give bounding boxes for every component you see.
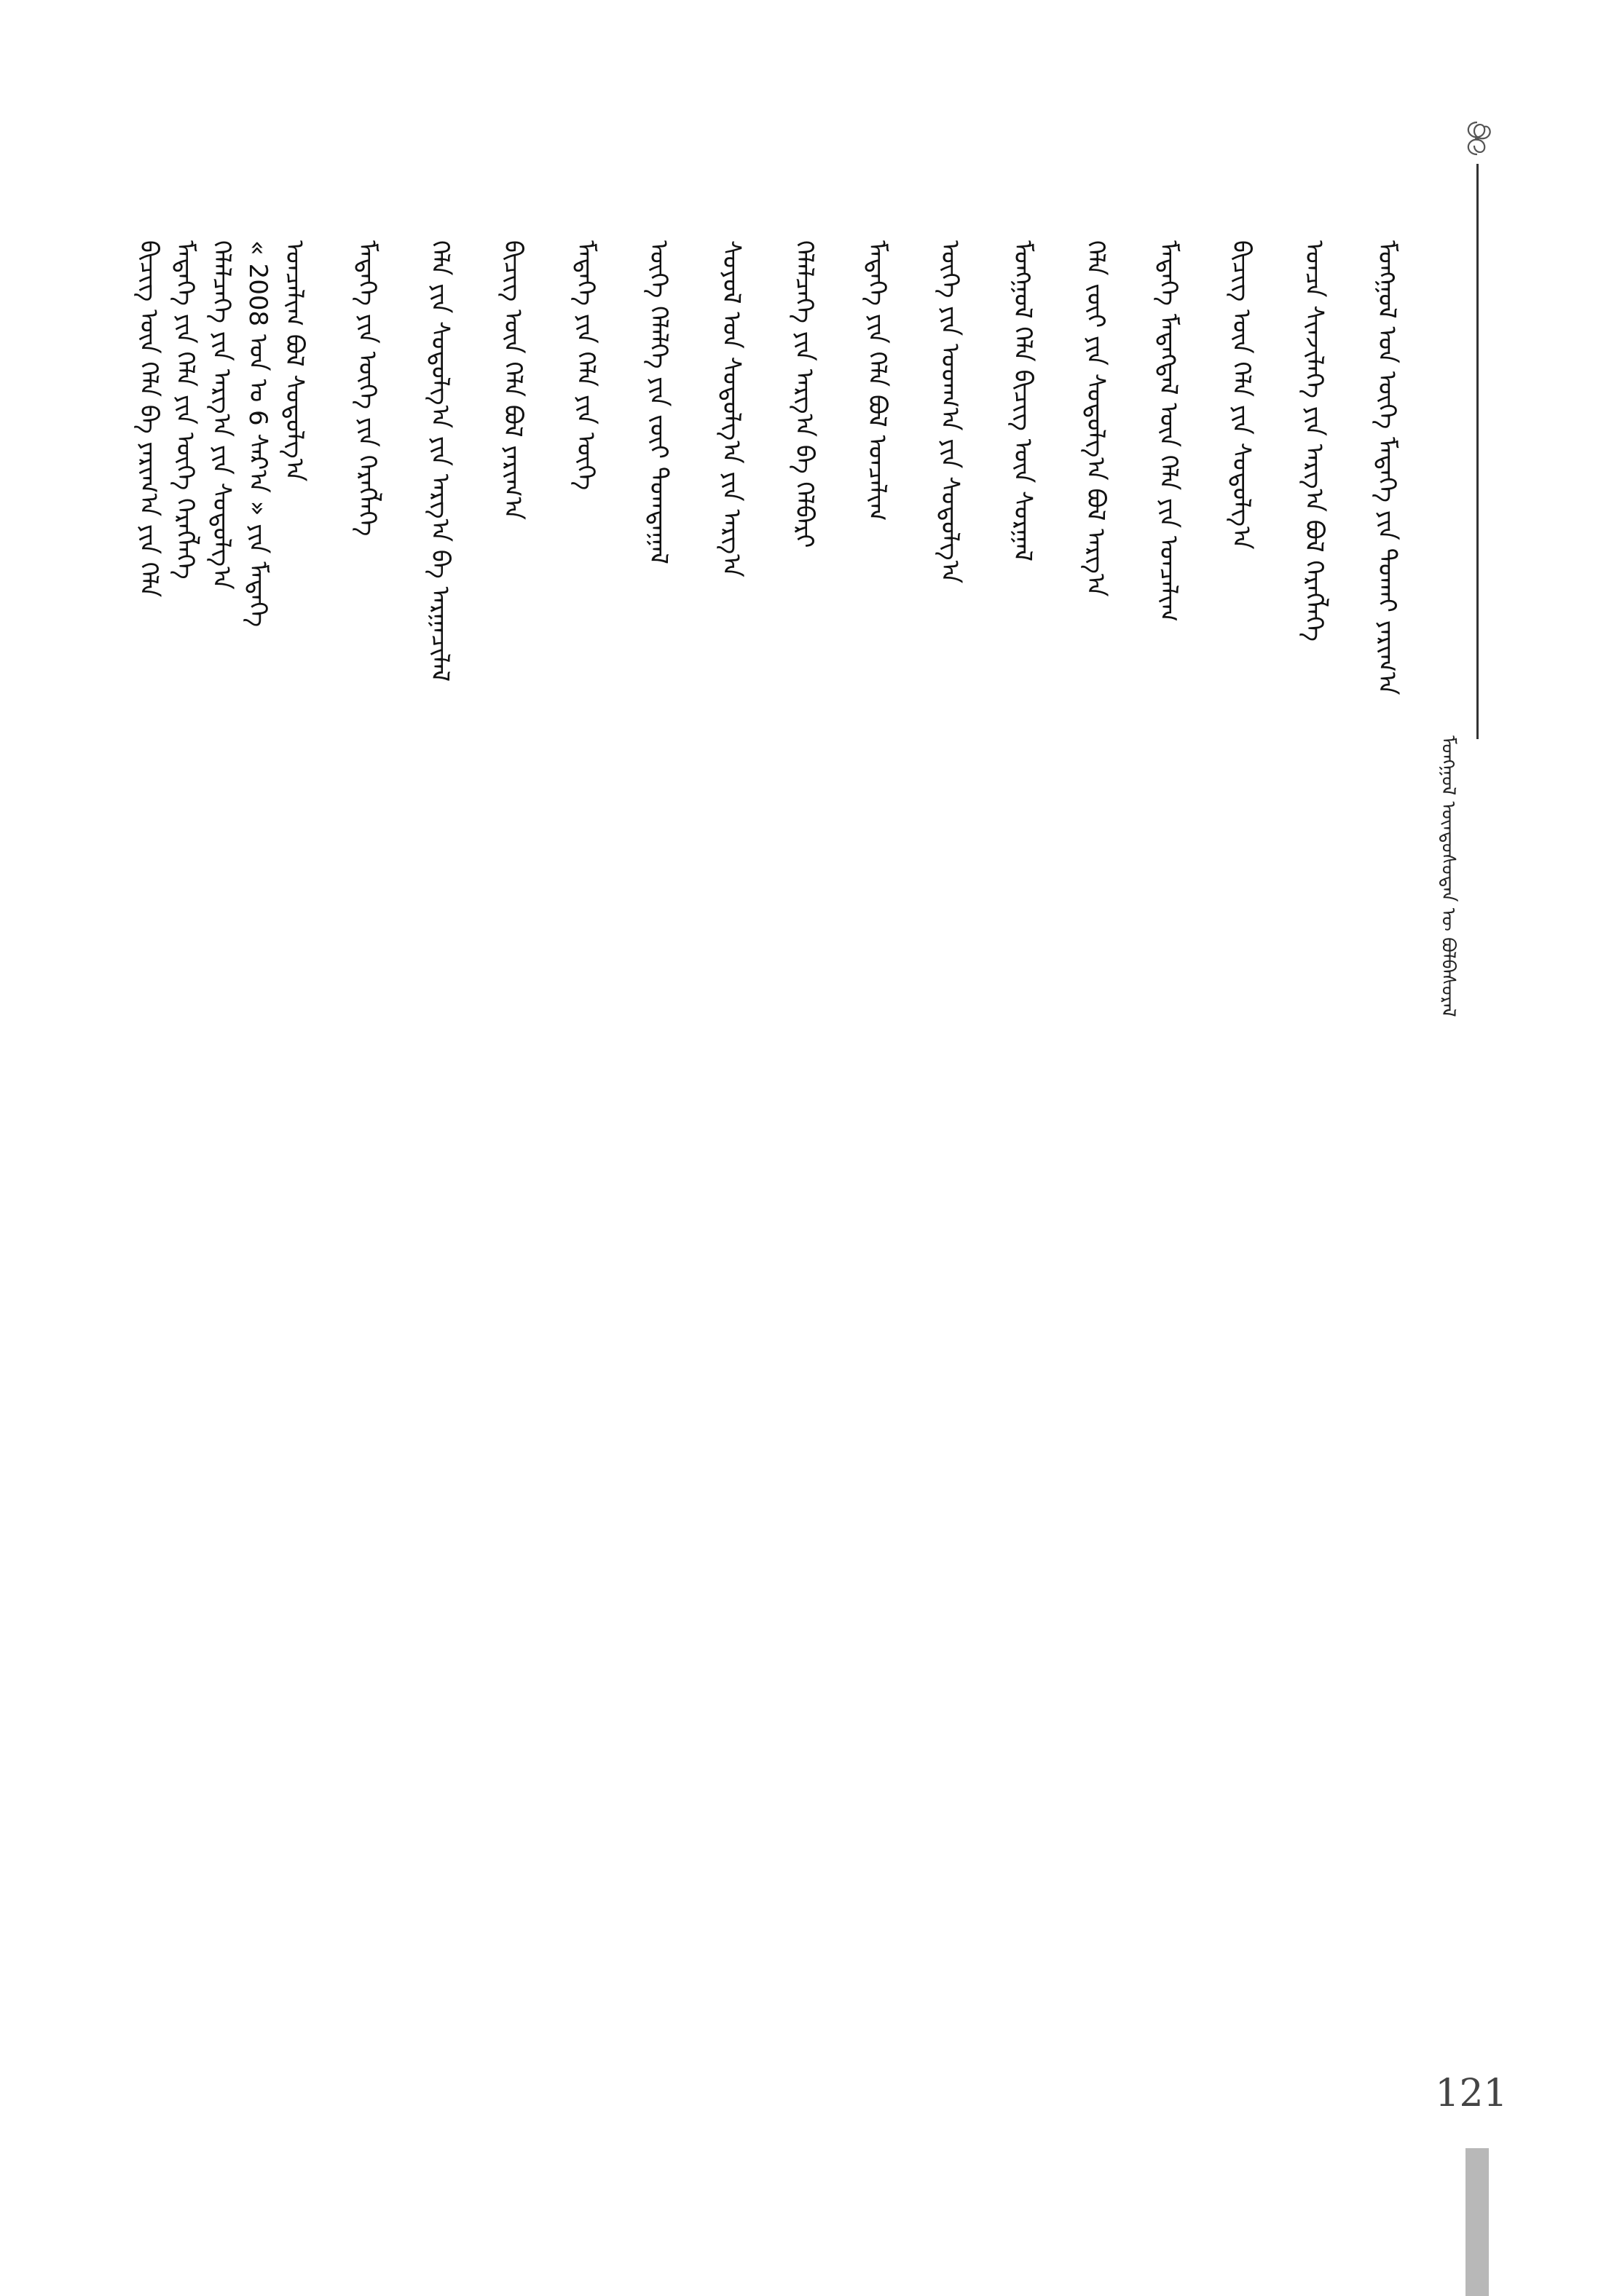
text-column: ᠪᠢᠴᠢᠭ ᠦᠨ ᠬᠡᠯᠡ ᠪᠠ ᠶᠠᠷᠢᠭ᠎ᠠ ᠶᠢᠨ ᠬᠡᠯᠡ bbox=[134, 240, 163, 598]
text-column: ᠮᠡᠳᠡᠭᠡ ᠶᠢᠨ ᠬᠡᠯᠡ ᠶᠢᠨ ᠦᠭᠡ bbox=[571, 240, 600, 491]
text-column: ᠮᠡᠳᠡᠭᠡ ᠶᠢᠨ ᠦᠭᠡ ᠶᠢᠨ ᠬᠡᠷᠡᠭᠯᠡᠭᠡ bbox=[353, 240, 382, 537]
header-rule bbox=[1476, 164, 1479, 739]
running-header-title: ᠮᠣᠩᠭᠣᠯ ᠦᠨᠳᠦᠰᠦᠲᠡᠨ ᠦ ᠪᠣᠯᠪᠠᠰᠤᠷᠠᠯ bbox=[1437, 735, 1459, 1017]
text-column: ᠮᠣᠩᠭᠣᠯ ᠬᠡᠯᠡ ᠪᠢᠴᠢᠭ ᠦᠨ ᠰᠤᠷᠭᠠᠯ bbox=[1008, 240, 1037, 562]
text-column: ᠮᠡᠳᠡᠭᠡ ᠮᠡᠳᠡᠭᠳᠡᠯ ᠦᠨ ᠬᠡᠯᠡ ᠶᠢᠨ ᠣᠨᠴᠠᠯᠢᠭ bbox=[1154, 240, 1183, 622]
text-column: ᠮᠡᠳᠡᠭᠡ ᠶᠢᠨ ᠬᠡᠯᠡ ᠶᠢᠨ ᠦᠭᠡ ᠬᠡᠷᠡᠭᠯᠡᠭᠡ bbox=[170, 240, 200, 580]
text-column: « 2008 ᠣᠨ ᠤ 6 ᠰᠠᠷ᠎ᠠ » ᠶᠢᠨ ᠮᠡᠳᠡᠭᠡ bbox=[243, 240, 272, 628]
side-tab bbox=[1465, 2148, 1489, 2296]
knot-ornament-icon bbox=[1455, 117, 1499, 160]
text-column: ᠬᠡᠯᠡ ᠵᠦᠢ ᠶᠢᠨ ᠰᠤᠳᠤᠯᠭ᠎ᠠ ᠪᠣᠯ ᠠᠷᠭ᠎ᠠ bbox=[1081, 240, 1110, 597]
text-column: ᠦᠭᠡ ᠬᠡᠯᠡᠯᠭᠡ ᠶᠢᠨ ᠵᠦᠢ ᠲᠣᠭᠲᠠᠭᠠᠯ bbox=[644, 240, 673, 564]
text-column: ᠮᠣᠩᠭᠣᠯ ᠤᠨ ᠦᠭᠡ ᠮᠡᠳᠡᠭᠡ ᠶᠢᠨ ᠲᠤᠬᠠᠢ ᠶᠠᠷᠢᠭ᠎ᠠ bbox=[1372, 240, 1401, 695]
text-column: ᠣᠨᠴᠠᠯᠢᠭ ᠪᠣᠯ ᠰᠤᠳᠤᠯᠭ᠎ᠠ bbox=[280, 240, 309, 482]
page-number: 121 bbox=[1435, 2072, 1508, 2115]
text-column: ᠪᠢᠴᠢᠭ ᠦᠨ ᠬᠡᠯᠡ ᠶᠢᠨ ᠰᠤᠳᠤᠯᠭ᠎ᠠ bbox=[1227, 240, 1256, 550]
text-column: ᠬᠡᠯᠡᠯᠴᠡᠭᠡ ᠶᠢᠨ ᠠᠷᠭ᠎ᠠ ᠶᠢᠨ ᠰᠤᠳᠤᠯᠭ᠎ᠠ bbox=[207, 240, 236, 590]
text-column: ᠣᠨᠴᠠ ᠰᠢᠨᠵᠢᠯᠡᠭᠡ ᠶᠢᠨ ᠠᠷᠭ᠎ᠠ ᠪᠣᠯ ᠬᠡᠷᠡᠭᠯᠡᠭᠡ bbox=[1299, 240, 1329, 642]
text-column: ᠮᠡᠳᠡᠭᠡ ᠶᠢᠨ ᠬᠡᠯᠡ ᠪᠣᠯ ᠣᠨᠴᠠᠯᠢᠭ bbox=[862, 240, 892, 521]
text-column: ᠬᠡᠯᠡᠯᠴᠡᠭᠡ ᠶᠢᠨ ᠠᠷᠭ᠎ᠠ ᠪᠠ ᠬᠡᠯᠪᠡᠷᠢ bbox=[790, 240, 819, 548]
text-column: ᠬᠡᠯᠡ ᠶᠢᠨ ᠰᠤᠳᠤᠯᠭ᠎ᠠ ᠶᠢᠨ ᠠᠷᠭ᠎ᠠ ᠪᠠ ᠠᠷᠭᠠᠴᠢᠯᠠᠯ bbox=[425, 240, 455, 682]
text-column: ᠰᠣᠶᠣᠯ ᠤᠨ ᠰᠤᠳᠤᠯᠭ᠎ᠠ ᠶᠢᠨ ᠠᠷᠭ᠎ᠠ bbox=[717, 240, 746, 577]
text-column: ᠦᠭᠡ ᠶᠢᠨ ᠤᠳᠬ᠎ᠠ ᠶᠢᠨ ᠰᠤᠳᠤᠯᠭ᠎ᠠ bbox=[935, 240, 964, 584]
text-column: ᠪᠢᠴᠢᠭ ᠦᠨ ᠬᠡᠯᠡ ᠪᠣᠯ ᠶᠠᠷᠢᠭ᠎ᠠ bbox=[498, 240, 527, 521]
